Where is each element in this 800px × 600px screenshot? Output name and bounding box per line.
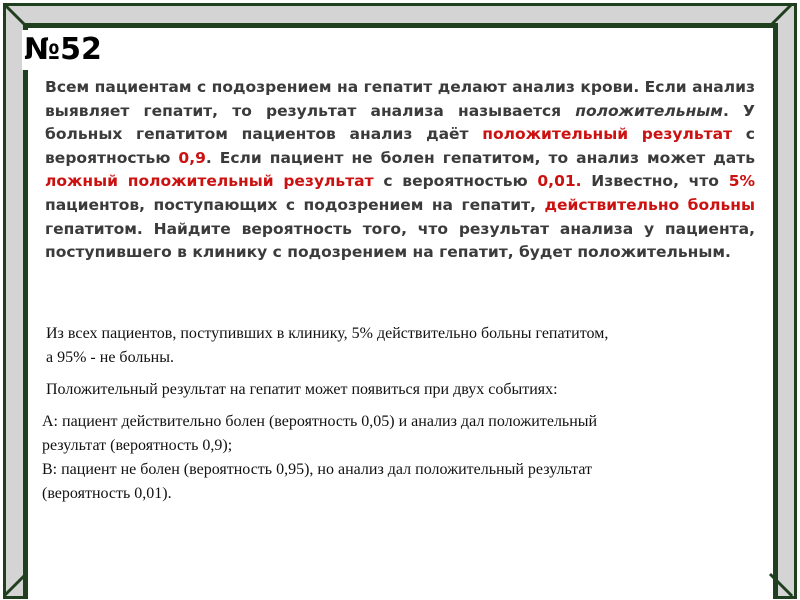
highlight-positive-result: положительный результат — [482, 125, 733, 144]
solution-paragraph-1 — [46, 322, 758, 370]
solution-paragraph-2: Положительный результат на гепатит может появиться при двух событиях: — [46, 381, 558, 398]
problem-statement — [45, 76, 755, 265]
slide-number: №52 — [22, 30, 104, 70]
highlight-actually-sick: действительно больны — [544, 195, 755, 214]
problem-text-6: Известно, что — [581, 172, 729, 191]
problem-text-4: . Если пациент не болен гепатитом, то анализ может дать — [205, 148, 756, 167]
problem-text-2: . У больных гепатитом пациентов анализ даёт — [45, 101, 755, 144]
highlight-probability-001: 0,01. — [537, 172, 582, 191]
highlight-five-percent: 5% — [728, 172, 756, 191]
problem-text-1: Всем пациентам с подозрением на гепатит делают анализ крови. Если анализ выявляет гепатит, то результат анализа называется — [45, 78, 755, 120]
event-b-line-1: В: пациент не болен (вероятность 0,95), но анализ дал положительный результат — [42, 461, 593, 478]
event-b-line-2: (вероятность 0,01). — [42, 485, 172, 502]
problem-text-5: с вероятностью — [373, 172, 538, 191]
solution-line-1a: Из всех пациентов, поступивших в клинику, 5% действительно больны гепатитом, — [46, 325, 609, 342]
solution-events — [42, 410, 758, 506]
problem-emphasis-positive: положительным — [575, 101, 723, 120]
problem-text-3: с вероятностью — [45, 125, 755, 167]
highlight-false-positive: ложный положительный результат — [45, 172, 374, 191]
event-a-line-2: результат (вероятность 0,9); — [42, 437, 233, 454]
problem-text-7: пациентов, поступающих с подозрением на гепатит, — [45, 195, 545, 214]
event-a-line-1: А: пациент действительно болен (вероятность 0,05) и анализ дал положительный — [42, 413, 598, 430]
highlight-probability-09: 0,9 — [178, 148, 206, 167]
solution-line-1b: а 95% - не больны. — [46, 349, 174, 366]
problem-text-8: гепатитом. Найдите вероятность того, что результат анализа у пациента, поступившего в клинику с подозрением на гепатит, будет положительным. — [45, 219, 755, 262]
